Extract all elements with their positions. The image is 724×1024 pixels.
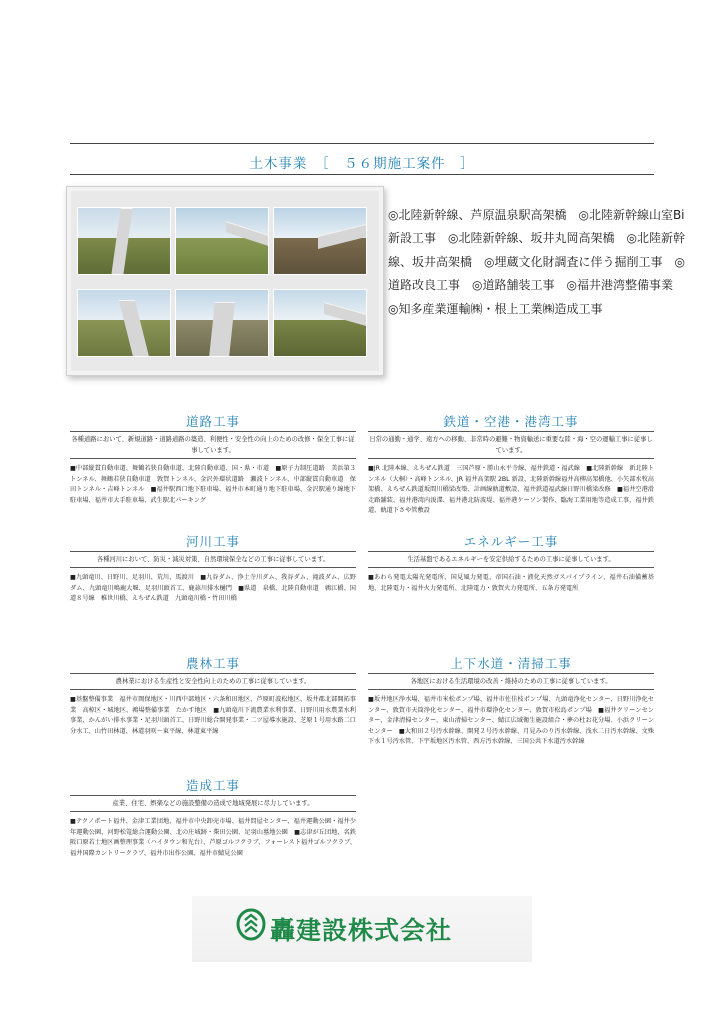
- section-river: [70, 534, 356, 605]
- construction-photo: [77, 207, 171, 275]
- construction-photo: [273, 289, 367, 357]
- section-title: エネルギー工事: [463, 534, 559, 549]
- construction-photo: [77, 289, 171, 357]
- section-title: 河川工事: [185, 534, 240, 549]
- project-list-intro: ◎北陸新幹線、芦原温泉駅高架橋 ◎北陸新幹線山室Bi 新設工事 ◎北陸新幹線、坂井丸岡高架橋 ◎北陸新幹線、坂井高架橋 ◎埋蔵文化財調査に伴う掘削工事 ◎道路改良工事 ◎道路舗装工事 ◎福井港湾整備事業 ◎知多産業運輸㈱・根上工業㈱造成工事: [388, 208, 685, 316]
- section-description: 各種道路において、新規道路・道路道路の築造、利便性・安全性の向上のための改修・保全工事に従事しています。: [71, 436, 355, 454]
- construction-photo: [175, 207, 269, 275]
- section-energy: [368, 534, 654, 594]
- section-description: 各地区における生活環境の改善・維持のための工事に従事しています。: [410, 678, 612, 685]
- section-title: 上下水道・清掃工事: [450, 656, 572, 671]
- section-body: ■九頭竜川、日野川、足羽川、荒川、馬渡川 ■九谷ダム、浄土寺川ダム、我谷ダム、滝波ダム、広野ダム、九頭竜川鳴鹿大堰、足羽川頭首工、鹿蒜川排水樋門 ■県道 泉橋、北陸自動車道 鶉江橋、国道８号線 稚世川橋、えちぜん鉄道 九頭竜川橋・竹田川橋: [70, 574, 356, 603]
- section-rule: [70, 458, 356, 459]
- section-rule: [368, 431, 654, 432]
- section-body: ■中部縦貫自動車道、舞鶴若狭自動車道、北陸自動車道、国・県・市道 ■原子力制圧道路 美浜第３トンネル、舞鶴若狭自動車道 敦賀トンネル、金沢外環状道路 瀬波トンネル、中部縦貫自動車道 保田トンネル・吉峰トンネル ■福井駅西口地下駐車場、福井市本町通り地下駐車場、金沢駅通り線地下駐車場、福井市大手駐車場、武生駅北パーキング: [70, 465, 356, 504]
- section-rule: [368, 567, 654, 568]
- section-rule: [70, 673, 356, 674]
- section-description: 生活基盤であるエネルギーを安定供給するための工事に従事しています。: [407, 556, 615, 563]
- section-body: ■基盤整備事業 福井市岡保地区・川西中部地区・六条和田地区、芦原町波松地区、坂井郡北部開拓事業 高椋区・城地区、鶉場整備事業 たかす地区 ■九頭竜川下流農業水利事業、日野川用水農業水利事業、かんがい排水事業・足羽川頭首工、日野川総合開発事業・二ツ屋導水施設、芝原１号用水路二口分水工、山竹田林道、林道羽咲～東平線、林道東平線: [70, 696, 356, 735]
- section-rule: [368, 458, 654, 459]
- section-water-sewer: [368, 656, 654, 748]
- company-name: 轟建設株式会社: [270, 916, 453, 945]
- section-rule: [70, 567, 356, 568]
- section-rule: [368, 551, 654, 552]
- construction-photo: [175, 289, 269, 357]
- section-title: 農林工事: [185, 656, 240, 671]
- section-rule: [70, 811, 356, 812]
- company-logo-icon: [236, 908, 266, 942]
- section-rule: [70, 689, 356, 690]
- section-body: ■坂井地区浄水場、福井市米松ポンプ場、福井市佐佳枝ポンプ場、九頭竜浄化センター、日野川浄化センター、敦賀市天筒浄化センター、福井市環浄化センター、敦賀市松島ポンプ場 ■福井クリーンセンター、金津清掃センター、東山清掃センター、鯖江広域衛生施設組合・夢の杜お花分場、小浜クリーンセンター ■大和田２号汚水幹線、開発２号汚水幹線、月見みのり汚水幹線、浅水二日汚水幹線、文殊下水１号汚水管、下宇坂地区汚水管、西方汚水幹線、三国公共下水道汚水幹線: [368, 696, 654, 746]
- header-bottom-rule: [70, 174, 654, 175]
- section-description: 産業、住宅、娯楽などの施設整備の造成で地域発展に尽力しています。: [112, 800, 314, 807]
- section-farm: [70, 656, 356, 737]
- section-body: ■JR 北陸本線、えちぜん鉄道 三国芦原・勝山永平寺線、福井鉄道・福武線 ■北陸新幹線 新北陸トンネル（大桐）・高峰トンネル、JR 福井高架駅 2BL 新設、北陸新幹線福井高柳高架橋他、小矢部水牧高架橋、えちぜん鉄道坂間川橋梁改築、計画線軌道敷設、福井鉄道福武線日野川橋梁改修 ■福井空港滑走路舗装、福井港湾内浚渫、福井港北防波堤、福井港ケーソン製作、臨海工業用地等造成工事、福井鉄道、軌道下さや管敷設: [368, 465, 654, 515]
- section-road: [70, 414, 356, 506]
- section-rail-port-airport: [368, 414, 654, 517]
- section-description: 日常の通勤・通学、遠方への移動、非常時の避難・物資輸送に重要な陸・海・空の運輸工事に従事しています。: [369, 436, 653, 454]
- header-top-rule: [70, 143, 654, 144]
- section-land: [70, 778, 356, 859]
- section-rule: [70, 431, 356, 432]
- section-rule: [368, 689, 654, 690]
- section-rule: [70, 551, 356, 552]
- section-title: 道路工事: [185, 414, 240, 429]
- construction-photo: [273, 207, 367, 275]
- section-description: 農林業における生産性と安全性向上のための工事に従事しています。: [115, 678, 311, 685]
- section-title: 鉄道・空港・港湾工事: [443, 414, 579, 429]
- section-body: ■あわら発電太陽光発電所、国見風力発電、帝国石油・液化天然ガスパイプライン、福井石油備蓄基地、北陸電力・福井火力発電所、北陸電力・敦賀火力発電所、五条方発電所: [368, 574, 654, 592]
- section-rule: [70, 795, 356, 796]
- section-body: ■テクノポート福井、金津工業団地、福井市中央卸売市場、福井問屋センター、福井運動公園・福井少年運動公園、河野松篭総合運動公園、北の庄城跡・柴田公園、足羽山墓地公園 ■志津が丘団地、名鉄阪口原若士地区画整理事業（ハイタウン和光台）、芦原ゴルフクラブ、フォーレスト福井ゴルフクラブ、福井国際カントリークラブ、福井市出作公園、福井市鯖見公園: [70, 818, 356, 857]
- section-title: 造成工事: [185, 778, 240, 793]
- section-description: 各種河川において、防災・減災対策、自然環境保全などの工事に従事しています。: [96, 556, 330, 563]
- page-title: 土木事業 ［ ５６期施工案件 ］: [249, 156, 475, 172]
- section-rule: [368, 673, 654, 674]
- photo-collage: [66, 186, 384, 376]
